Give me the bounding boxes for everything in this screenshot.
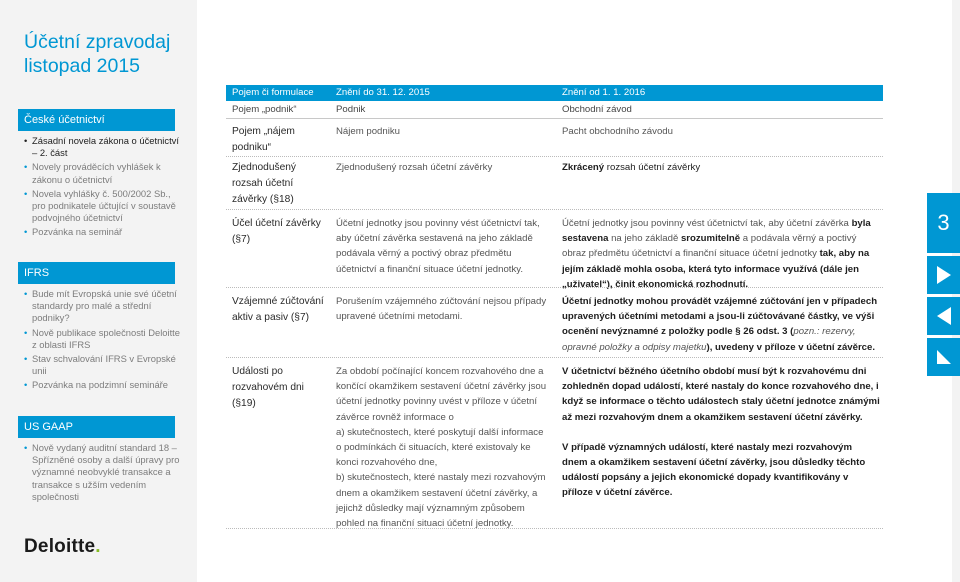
page-navigation (927, 193, 960, 376)
next-page-button[interactable] (927, 256, 960, 294)
table-row-najem (226, 124, 883, 157)
contents-button[interactable] (927, 338, 960, 376)
table-row-udalosti (226, 364, 883, 529)
newsletter-title-line1: Účetní zpravodaj (24, 31, 171, 53)
table-subheader-row (226, 101, 883, 119)
row-new-part: a podávala věrný a poctivý obraz předmětu účetnictví a finanční situace účetní jednotky (562, 233, 857, 260)
row-new-bold: byla sestavena (562, 218, 871, 245)
row-old: Porušením vzájemného zúčtování nejsou případy upravené účetními metodami. (336, 296, 547, 323)
row-old: Účetní jednotky jsou povinny vést účetnictví tak, aby účetní závěrka sestavená na jeho základě podávala věrný a poctivý obraz předmětu účetnictví a finanční situace účetní jednotky. (336, 218, 540, 275)
row-term: Účel účetní závěrky (§7) (232, 218, 321, 245)
row-new (562, 216, 880, 292)
back-to-top-icon (935, 348, 953, 366)
newsletter-title-line2: listopad 2015 (24, 55, 141, 77)
row-new-bold: srozumitelně (680, 233, 741, 245)
row-old (336, 364, 551, 531)
subheader-old: Podnik (336, 104, 366, 115)
table-row-zjednoduseny (226, 160, 883, 210)
row-new (562, 160, 880, 175)
row-new-para2: V případě významných událostí, které nastaly mezi rozvahovým dnem a okamžikem sestavení účetní závěrky, jsou důsledky těchto událostí popsány a jejich ekonomické dopady kvantifikovány v příloze v účetní závěrce. (562, 441, 866, 499)
row-new-para1: V účetnictví běžného účetního období musí být k rozvahovému dni zohledněn dopad událostí, které nastaly do konce rozvahového dne, i když se informace o těchto událostech staly účetní jednotce známými až mezi rozvahovým dnem a okamžikem sestavení účetní závěrky. (562, 366, 880, 423)
sidebar-item-novela-vyhlasky-500[interactable]: • Novela vyhlášky č. 500/2002 Sb., pro podnikatele účtující v soustavě podvojného účetnictví (24, 188, 184, 225)
section-list-czech-accounting (24, 135, 184, 241)
row-term: Události po rozvahovém dni (§19) (232, 366, 304, 409)
header-term: Pojem či formulace (232, 87, 314, 98)
sidebar-item-publikace-deloitte[interactable]: • Nově publikace společnosti Deloitte z oblasti IFRS (24, 327, 184, 351)
row-new-part: na jeho základě (608, 233, 681, 245)
row-new: Pacht obchodního závodu (562, 126, 673, 137)
row-new-rest: rozsah účetní závěrky (604, 162, 701, 173)
section-heading-czech-accounting[interactable]: České účetnictví (18, 109, 175, 131)
header-old-wording: Znění do 31. 12. 2015 (336, 87, 430, 98)
table-header-row (226, 85, 883, 101)
play-left-icon (936, 306, 952, 326)
row-old: Zjednodušený rozsah účetní závěrky (336, 162, 493, 173)
logo-dot: . (95, 536, 101, 557)
row-term: Zjednodušený rozsah účetní závěrky (§18) (232, 162, 297, 205)
sidebar (0, 0, 197, 582)
row-new-part: Účetní jednotky jsou povinny vést účetnictví tak, aby účetní závěrka (562, 218, 852, 229)
row-new-bold: Zkrácený (562, 162, 605, 173)
row-old: Nájem podniku (336, 126, 400, 137)
section-list-us-gaap (24, 442, 184, 505)
row-new (562, 364, 880, 501)
header-new-wording: Znění od 1. 1. 2016 (562, 87, 646, 98)
row-new-italic: pozn.: rezervy, opravné položky a odpisy majetku (562, 326, 856, 353)
row-old-point-b: b) skutečnostech, které nastaly mezi rozvahovým dnem a okamžikem sestavení účetní závěrky, a jejichž důsledky mají významným způsobem pohled na finanční situaci účetní jednotky. (336, 472, 546, 530)
table-row-vzajemne (226, 294, 883, 358)
sidebar-item-stav-schvalovani[interactable]: • Stav schvalování IFRS v Evropské unii (24, 353, 184, 377)
row-new-bold: ), uvedeny v příloze v účetní závěrce. (706, 341, 876, 353)
logo-text: Deloitte (24, 536, 96, 557)
subheader-new: Obchodní závod (562, 104, 632, 115)
row-old-intro: Za období počínající koncem rozvahového dne a končící okamžikem sestavení účetní závěrky jsou účetní jednotky povinny uvést v příloze v účetní závěrce rovněž informace o (336, 366, 547, 423)
previous-page-button[interactable] (927, 297, 960, 335)
sidebar-item-novela-zakona[interactable]: • Zásadní novela zákona o účetnictví – 2. část (24, 135, 184, 159)
comparison-table (226, 85, 883, 529)
row-new-bold: Účetní jednotky mohou provádět vzájemné zúčtování jen v případech upravených účetními metodami a jsou-li zúčtovávané částky, ve výši ocenění nevýznamné z položky podle § 26 odst. 3 ( (562, 296, 878, 338)
section-list-ifrs (24, 288, 184, 394)
subheader-term: Pojem „podnik“ (232, 104, 297, 115)
deloitte-logo (24, 536, 101, 558)
newsletter-title (24, 30, 194, 78)
row-old-point-a: a) skutečnostech, které poskytují další informace o podmínkách či situacích, které existovaly ke konci rozvahového dne, (336, 426, 544, 469)
table-row-ucel (226, 216, 883, 288)
sidebar-item-pozvanka-seminar[interactable]: • Pozvánka na seminář (24, 226, 184, 238)
row-new-bold: tak, aby na jejím základě mohla osoba, která tyto informace využívá (dále jen „uživatel“), činit ekonomická rozhodnutí. (562, 248, 870, 290)
section-heading-us-gaap[interactable]: US GAAP (18, 416, 175, 438)
row-term: Pojem „nájem podniku“ (232, 126, 295, 153)
play-right-icon (936, 265, 952, 285)
sidebar-item-pozvanka-podzimni[interactable]: • Pozvánka na podzimní semináře (24, 379, 184, 391)
sidebar-item-auditni-standard-18[interactable]: • Nově vydaný auditní standard 18 – Spřízněné osoby a další úpravy pro významné neobvyklé transakce a transakce s užším vedením společnosti (24, 442, 184, 503)
page-number: 3 (927, 193, 960, 253)
section-heading-ifrs[interactable]: IFRS (18, 262, 175, 284)
row-term: Vzájemné zúčtování aktiv a pasiv (§7) (232, 296, 324, 323)
row-new (562, 294, 880, 355)
sidebar-item-eu-standardy[interactable]: • Bude mít Evropská unie své účetní standardy pro malé a střední podniky? (24, 288, 184, 325)
sidebar-item-novely-vyhlasek[interactable]: • Novely prováděcích vyhlášek k zákonu o účetnictví (24, 161, 184, 185)
